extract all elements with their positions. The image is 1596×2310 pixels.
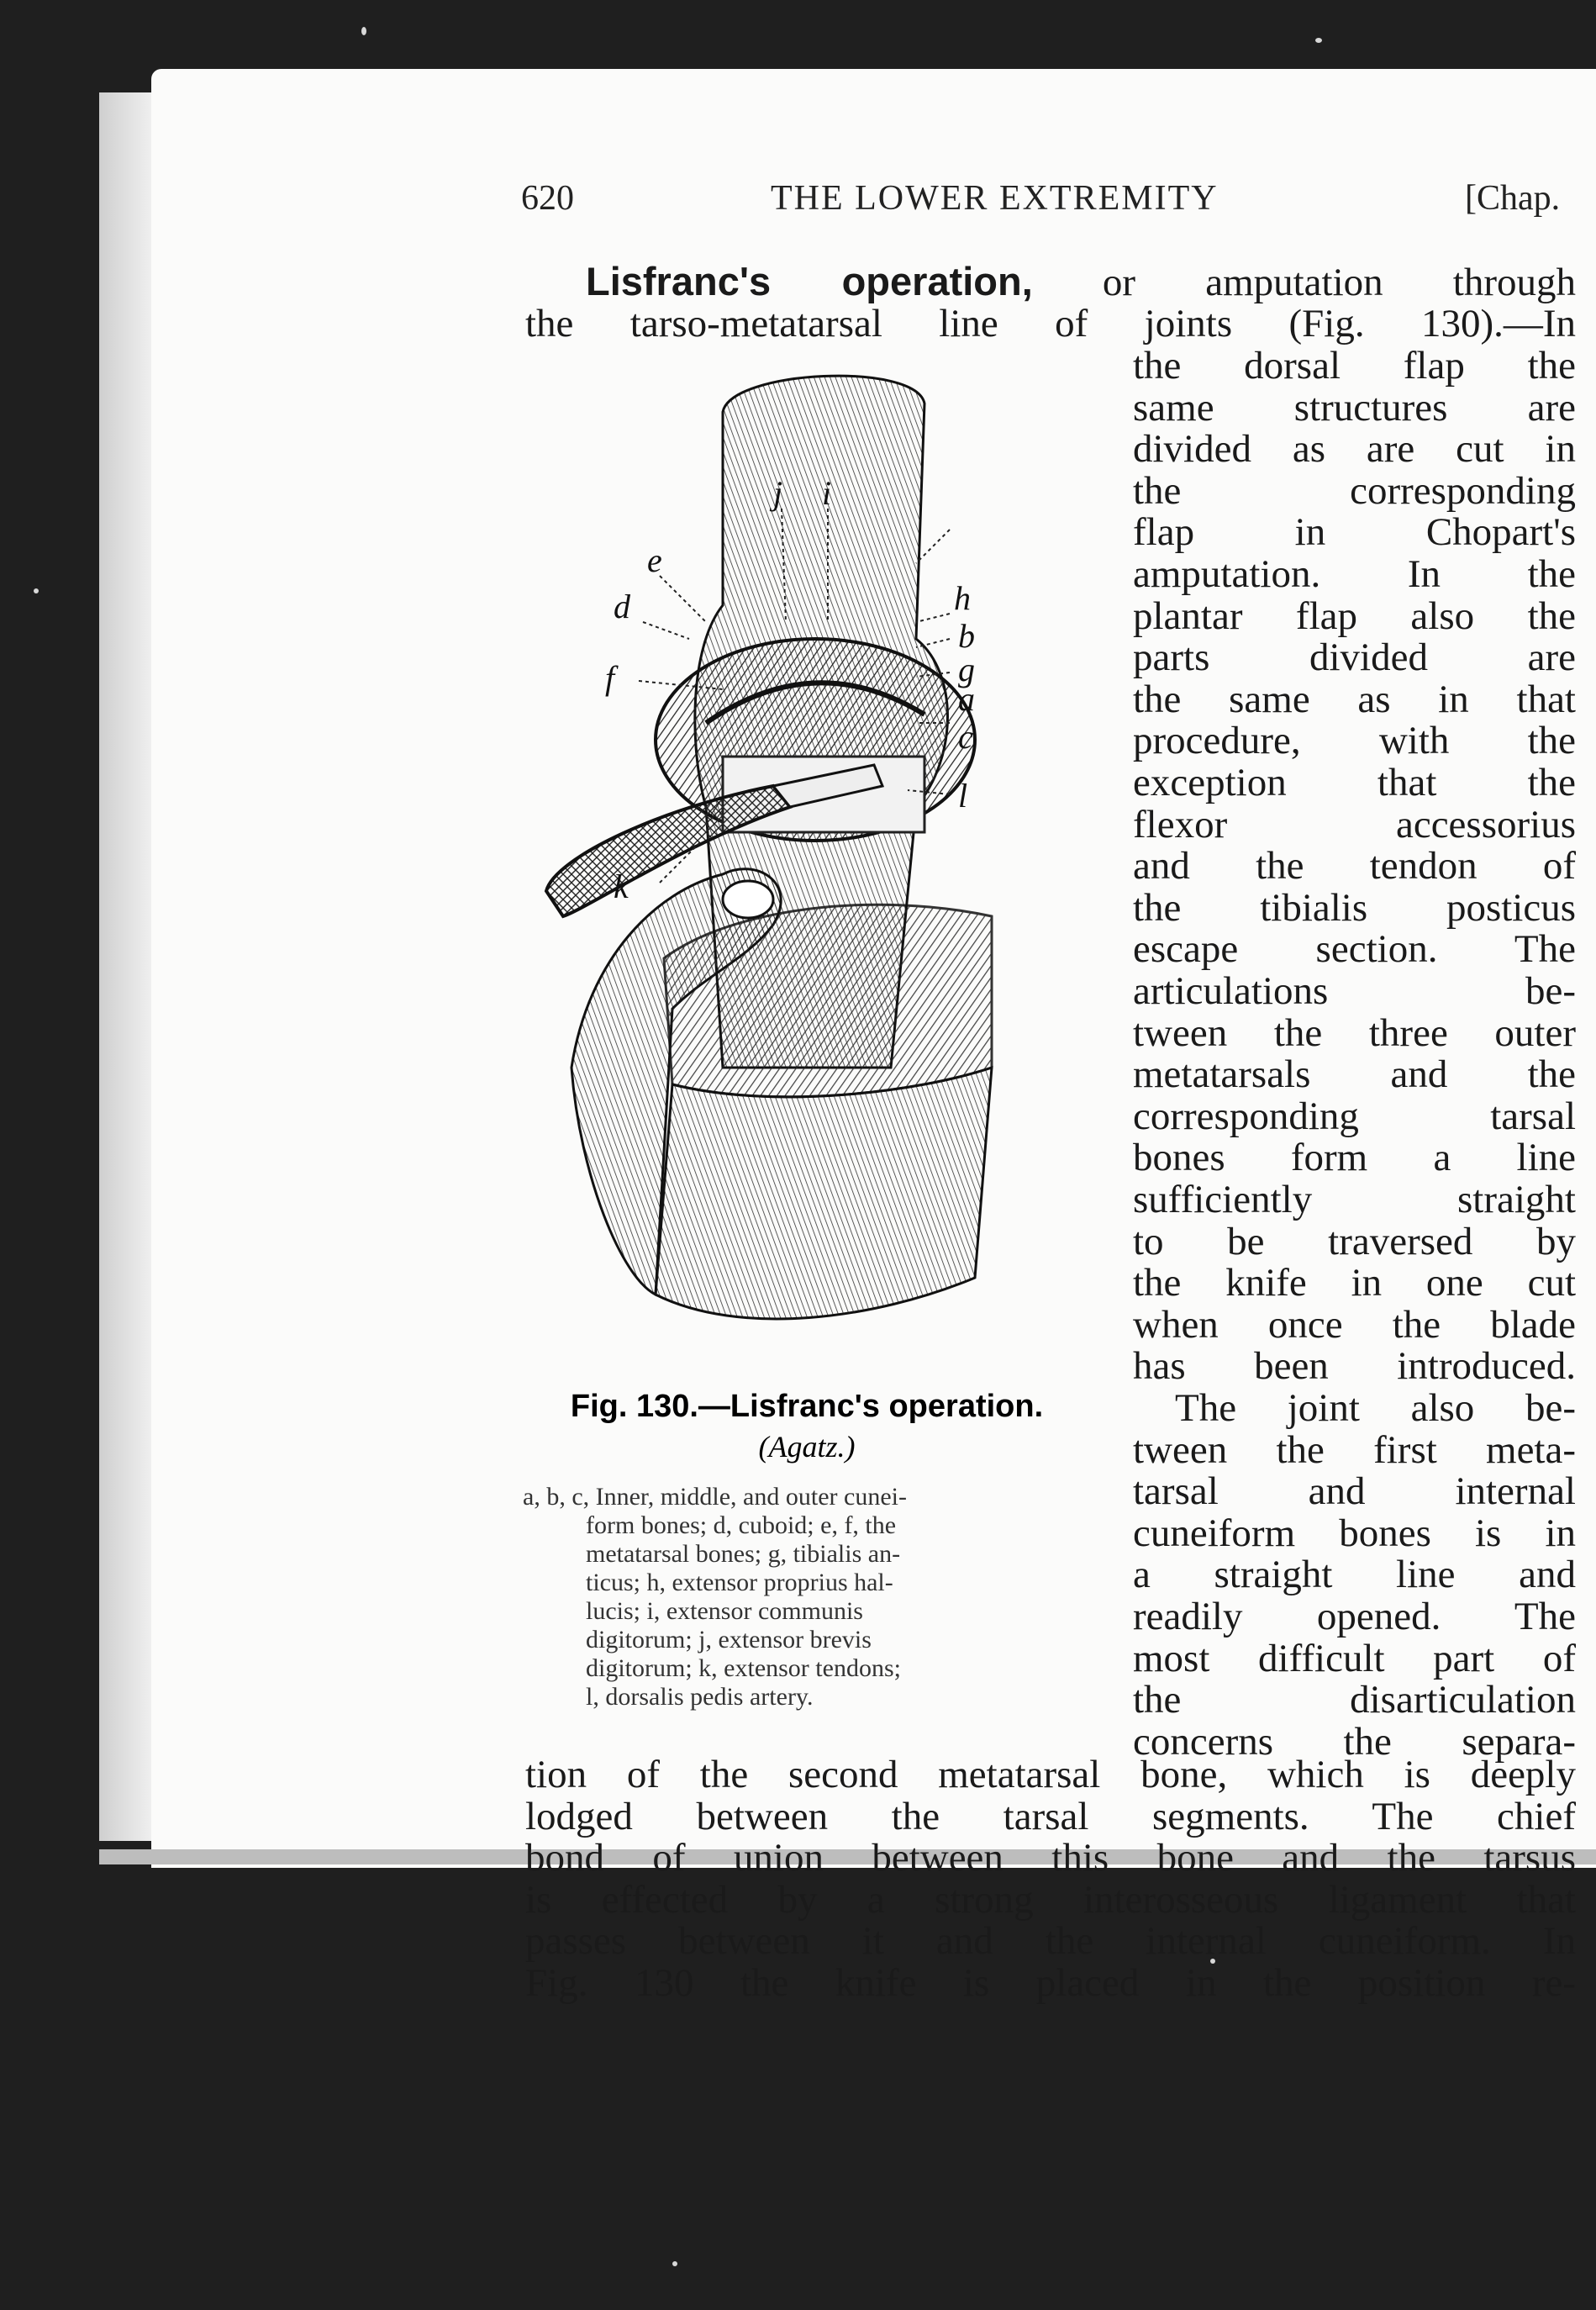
body-text: or amputation through — [1102, 261, 1577, 304]
body-line: the same as in that — [1133, 677, 1576, 721]
section-heading: Lisfranc's operation, — [586, 259, 1033, 303]
figure-label-h: h — [954, 579, 971, 617]
body-line: a straight line and — [1133, 1553, 1576, 1597]
body-line: Fig. 130 the knife is placed in the position re- — [525, 1961, 1576, 2005]
figure-label-c: c — [958, 718, 973, 756]
figure-label-i: i — [822, 474, 832, 512]
body-line: metatarsals and the — [1133, 1052, 1576, 1097]
body-line: the tibialis posticus — [1133, 885, 1576, 930]
figure-label-g: g — [958, 651, 975, 688]
body-line: bond of union between this bone and the tarsus — [525, 1836, 1576, 1880]
body-line: procedure, with the — [1133, 719, 1576, 763]
body-line: divided as are cut in — [1133, 427, 1576, 472]
figure-label-b: b — [958, 617, 975, 655]
body-line: tween the three outer — [1133, 1010, 1576, 1055]
body-line: the knife in one cut — [1133, 1261, 1576, 1305]
body-line: The joint also be- — [1175, 1386, 1576, 1430]
body-line: readily opened. The — [1133, 1595, 1576, 1638]
legend-line: l, dorsalis pedis artery. — [586, 1683, 814, 1711]
body-line: the disarticulation — [1133, 1678, 1576, 1722]
body-line: corresponding tarsal — [1133, 1094, 1576, 1138]
dust-speck — [1315, 38, 1322, 43]
figure-caption-credit: (Agatz.) — [758, 1430, 856, 1464]
body-line — [586, 261, 1576, 303]
body-line: bones form a line — [1133, 1136, 1576, 1180]
bandage — [664, 904, 992, 1097]
legend-line: metatarsal bones; g, tibialis an- — [586, 1540, 901, 1568]
figure-label-f: f — [605, 659, 615, 697]
body-line: passes between it and the internal cuneiform. In — [525, 1919, 1576, 1964]
body-line: the corresponding — [1133, 468, 1576, 513]
body-line: the dorsal flap the — [1133, 344, 1576, 388]
figure-caption-title: Fig. 130.—Lisfranc's operation. — [570, 1389, 1044, 1424]
legend-line: digitorum; j, extensor brevis — [586, 1626, 872, 1653]
figure-illustration — [521, 370, 1101, 1379]
body-line: most difficult part of — [1133, 1636, 1576, 1680]
bandage-lower — [656, 1068, 992, 1319]
figure-label-l: l — [958, 777, 968, 815]
body-line: exception that the — [1133, 761, 1576, 804]
body-line: when once the blade — [1133, 1302, 1576, 1347]
body-line: is effected by a strong interosseous ligament that — [525, 1877, 1576, 1922]
body-line: flexor accessorius — [1133, 802, 1576, 846]
figure-label-j: j — [773, 474, 783, 512]
body-line: cuneiform bones is in — [1133, 1511, 1576, 1555]
figure-label-c-top: e — [647, 541, 662, 579]
body-line: plantar flap also the — [1133, 593, 1576, 638]
body-line: escape section. The — [1133, 927, 1576, 972]
figure-label-k: k — [614, 868, 629, 905]
dust-speck — [672, 2261, 677, 2266]
body-line: lodged between the tarsal segments. The chief — [525, 1794, 1576, 1838]
dust-speck — [34, 588, 39, 593]
body-line: has been introduced. — [1133, 1344, 1576, 1389]
body-line: tween the first meta- — [1133, 1427, 1576, 1472]
running-title: THE LOWER EXTREMITY — [771, 179, 1219, 218]
body-line: to be traversed by — [1133, 1219, 1576, 1263]
body-line: flap in Chopart's — [1133, 510, 1576, 555]
page-number: 620 — [521, 179, 574, 218]
body-line: concerns the separa- — [1133, 1719, 1576, 1764]
body-line: tion of the second metatarsal bone, which is deeply — [525, 1753, 1576, 1796]
body-line: sufficiently straight — [1133, 1178, 1576, 1221]
body-line: parts divided are — [1133, 636, 1576, 680]
chapter-label: [Chap. — [1465, 179, 1561, 218]
body-line: the tarso-metatarsal line of joints (Fig. 130).—In — [525, 302, 1576, 345]
body-line: tarsal and internal — [1133, 1469, 1576, 1514]
figure-label-a: a — [958, 680, 975, 718]
legend-line: form bones; d, cuboid; e, f, the — [586, 1511, 897, 1539]
body-line: and the tendon of — [1133, 844, 1576, 889]
legend-line: ticus; h, extensor proprius hal- — [586, 1569, 893, 1596]
body-line: amputation. In the — [1133, 552, 1576, 596]
legend-line: lucis; i, extensor communis — [586, 1597, 863, 1625]
legend-line: digitorum; k, extensor tendons; — [586, 1654, 901, 1682]
legend-line: a, b, c, Inner, middle, and outer cunei- — [523, 1483, 907, 1511]
dust-speck — [361, 27, 366, 35]
body-line: articulations be- — [1133, 969, 1576, 1013]
body-line: same structures are — [1133, 385, 1576, 430]
figure-label-d: d — [614, 588, 630, 625]
page-edge — [99, 92, 158, 1841]
